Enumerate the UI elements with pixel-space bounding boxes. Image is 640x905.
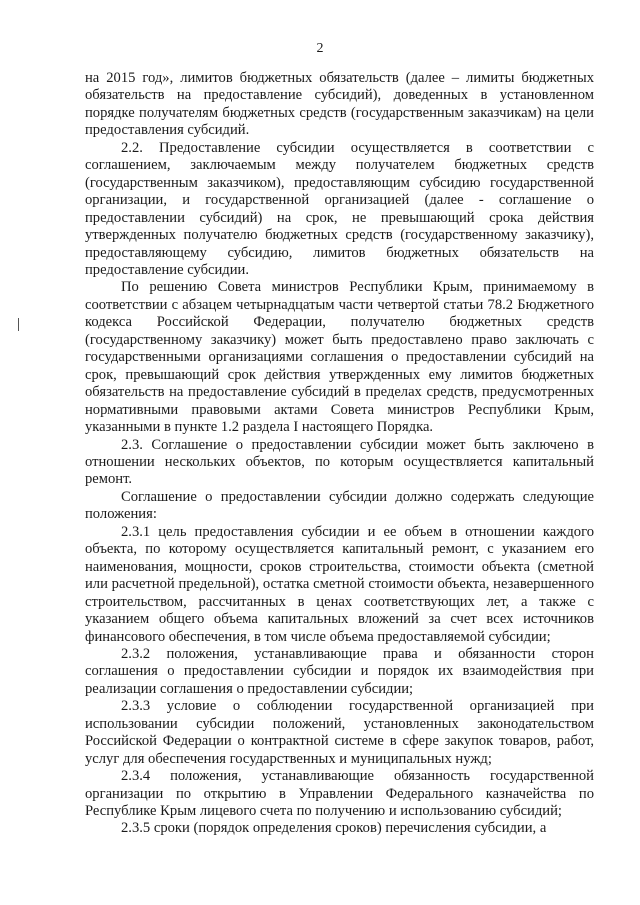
paragraph: 2.3.4 положения, устанавливающие обязанность государственной организации по открытию в Управлении Федерального казначейства по Республике Крым лицевого счета по получению и использованию субсидий; bbox=[85, 768, 594, 820]
page-number: 2 bbox=[316, 41, 324, 56]
paragraph: 2.3.1 цель предоставления субсидии и ее объем в отношении каждого объекта, по которому осуществляется капитальный ремонт, с указанием его наименования, мощности, сроков строительства, стоимости объекта (сметной или расчетной предельной), остатка сметной стоимости объекта, незавершенного строительством, рассчитанных в ценах соответствующих лет, а также с указанием общего объема капитальных вложений за счет всех источников финансового обеспечения, в том числе объема предоставляемой субсидии; bbox=[85, 523, 594, 645]
paragraph: на 2015 год», лимитов бюджетных обязательств (далее – лимиты бюджетных обязательств на предоставление субсидий), доведенных в установленном порядке получателям бюджетных средств (государственным заказчикам) на цели предоставления субсидий. bbox=[85, 70, 594, 139]
paragraph: Соглашение о предоставлении субсидии должно содержать следующие положения: bbox=[85, 488, 594, 523]
paragraph: По решению Совета министров Республики Крым, принимаемому в соответствии с абзацем четырнадцатым части четвертой статьи 78.2 Бюджетного кодекса Российской Федерации, получателю бюджетных средств (государственному заказчику) может быть предоставлено право заключать с государственными организациями соглашения о предоставлении субсидий на срок, превышающий срок действия утвержденных ему лимитов бюджетных обязательств на предоставление субсидий в пределах средств, предусмотренных нормативными правовыми актами Совета министров Республики Крым, указанными в пункте 1.2 раздела I настоящего Порядка. bbox=[85, 279, 594, 436]
paragraph: 2.3. Соглашение о предоставлении субсидии может быть заключено в отношении нескольких объектов, по которым осуществляется капитальный ремонт. bbox=[85, 436, 594, 488]
paragraph: 2.3.5 сроки (порядок определения сроков) перечисления субсидии, а bbox=[121, 820, 547, 837]
paragraph: 2.3.3 условие о соблюдении государственной организацией при использовании субсидии положений, установленных законодательством Российской Федерации о контрактной системе в сфере закупок товаров, работ, услуг для обеспечения государственных и муниципальных нужд; bbox=[85, 698, 594, 767]
paragraph: 2.3.2 положения, устанавливающие права и обязанности сторон соглашения о предоставлении субсидии и порядок их взаимодействия при реализации соглашения о предоставлении субсидии; bbox=[85, 645, 594, 697]
document-body bbox=[85, 70, 594, 838]
paragraph: 2.2. Предоставление субсидии осуществляется в соответствии с соглашением, заключаемым между получателем бюджетных средств (государственным заказчиком), предоставляющим субсидию государственной организации, и государственной организацией (далее - соглашение о предоставлении субсидий) на срок, не превышающий срока действия утвержденных получателю бюджетных средств (государственному заказчику), предоставляющему субсидию, лимитов бюджетных обязательств на предоставление субсидии. bbox=[85, 139, 594, 278]
margin-mark bbox=[18, 318, 19, 331]
